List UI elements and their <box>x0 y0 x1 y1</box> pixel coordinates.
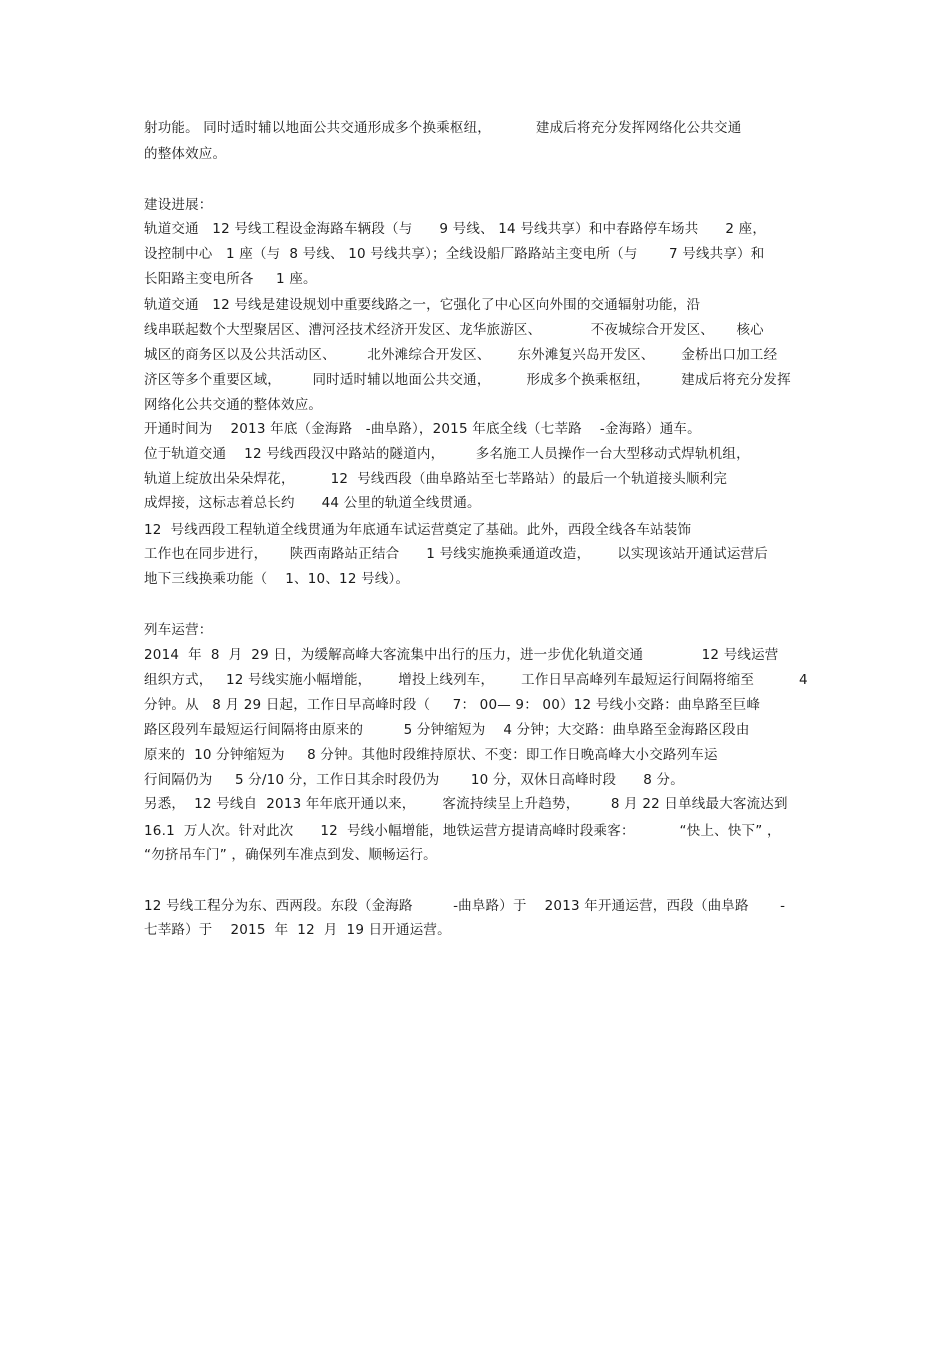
body-line: 开通时间为 2013 年底（金海路 -曲阜路），2015 年底全线（七莘路 -金海路）通车。 <box>144 421 701 437</box>
body-line: 工作也在同步进行， 陕西南路站正结合 1 号线实施换乘通道改造， 以实现该站开通试运营后 <box>144 546 768 562</box>
body-line: 济区等多个重要区域， 同时适时辅以地面公共交通， 形成多个换乘枢纽， 建成后将充分发挥 <box>144 372 791 388</box>
body-line: 轨道上绽放出朵朵焊花， 12 号线西段（曲阜路站至七莘路站）的最后一个轨道接头顺利完 <box>144 471 728 487</box>
body-line: 原来的 10 分钟缩短为 8 分钟。其他时段维持原状、不变：即工作日晚高峰大小交路列车运 <box>144 747 718 763</box>
intro-line: 的整体效应。 <box>144 146 227 162</box>
body-line: 另悉， 12 号线自 2013 年年底开通以来， 客流持续呈上升趋势， 8 月 22 日单线最大客流达到 <box>144 796 788 812</box>
body-line: 长阳路主变电所各 1 座。 <box>144 271 317 287</box>
summary-line: 12 号线工程分为东、西两段。东段（金海路 -曲阜路）于 2013 年开通运营，西段（曲阜路 - <box>144 898 786 914</box>
body-line: 城区的商务区以及公共活动区、 北外滩综合开发区、 东外滩复兴岛开发区、 金桥出口加工经 <box>144 347 778 363</box>
body-line: “勿挤吊车门” ，确保列车准点到发、顺畅运行。 <box>144 847 437 863</box>
body-line: 12 号线西段工程轨道全线贯通为年底通车试运营奠定了基础。此外，西段全线各车站装饰 <box>144 522 692 538</box>
body-line: 行间隔仍为 5 分/10 分，工作日其余时段仍为 10 分，双休日高峰时段 8 分。 <box>144 772 684 788</box>
intro-line: 射功能。 同时适时辅以地面公共交通形成多个换乘枢纽， 建成后将充分发挥网络化公共交通 <box>144 120 742 136</box>
body-line: 地下三线换乘功能（ 1、10、12 号线）。 <box>144 571 410 587</box>
body-line: 轨道交通 12 号线工程设金海路车辆段（与 9 号线、 14 号线共享）和中春路停车场共 2 座， <box>144 221 767 237</box>
body-line: 16.1 万人次。针对此次 12 号线小幅增能，地铁运营方提请高峰时段乘客： “快上、快下” ， <box>144 823 781 839</box>
section-heading-construction: 建设进展： <box>144 197 213 213</box>
body-line: 分钟。从 8 月 29 日起，工作日早高峰时段（ 7： 00— 9： 00）12 号线小交路：曲阜路至巨峰 <box>144 697 761 713</box>
summary-line: 七莘路）于 2015 年 12 月 19 日开通运营。 <box>144 922 451 938</box>
body-line: 路区段列车最短运行间隔将由原来的 5 分钟缩短为 4 分钟；大交路：曲阜路至金海路区段由 <box>144 722 750 738</box>
section-heading-operation: 列车运营： <box>144 622 213 638</box>
body-line: 位于轨道交通 12 号线西段汉中路站的隧道内， 多名施工人员操作一台大型移动式焊轨机组， <box>144 446 750 462</box>
body-line: 网络化公共交通的整体效应。 <box>144 397 323 413</box>
body-line: 设控制中心 1 座（与 8 号线、 10 号线共享）；全线设船厂路路站主变电所（与 7 号线共享）和 <box>144 246 765 262</box>
body-line: 轨道交通 12 号线是建设规划中重要线路之一，它强化了中心区向外围的交通辐射功能，沿 <box>144 297 701 313</box>
body-line: 2014 年 8 月 29 日，为缓解高峰大客流集中出行的压力，进一步优化轨道交通 12 号线运营 <box>144 647 779 663</box>
body-line: 成焊接，这标志着总长约 44 公里的轨道全线贯通。 <box>144 495 481 511</box>
body-line: 组织方式， 12 号线实施小幅增能， 增投上线列车， 工作日早高峰列车最短运行间隔将缩至 4 <box>144 672 808 688</box>
body-line: 线串联起数个大型聚居区、漕河泾技术经济开发区、龙华旅游区、 不夜城综合开发区、 核心 <box>144 322 764 338</box>
